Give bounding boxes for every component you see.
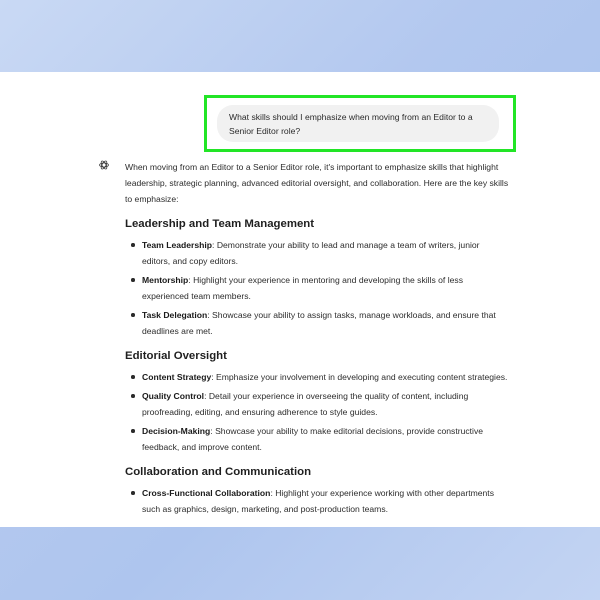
item-text: : Showcase your ability to make editorial decisions, provide constructive feedback, and improve content. xyxy=(142,426,484,452)
list-item xyxy=(125,369,510,385)
item-text: : Highlight your experience in mentoring and developing the skills of less experienced team members. xyxy=(142,275,463,301)
response-intro: When moving from an Editor to a Senior Editor role, it's important to emphasize skills that highlight leadership, strategic planning, advanced editorial oversight, and collaboration. Here are the key skills to emphasize: xyxy=(125,162,509,204)
bullet-icon xyxy=(131,243,135,247)
item-term: Decision-Making xyxy=(142,426,211,436)
list-item xyxy=(125,485,510,517)
bullet-icon xyxy=(131,375,135,379)
list-item xyxy=(125,272,510,304)
openai-logo-icon xyxy=(98,159,110,171)
chat-panel xyxy=(0,72,600,527)
section-heading: Collaboration and Communication xyxy=(125,466,312,478)
list-item xyxy=(125,307,510,339)
item-text: : Highlight your experience working with other departments such as graphics, design, marketing, and post-production teams. xyxy=(142,488,494,514)
section-leadership xyxy=(125,217,510,339)
item-text: : Showcase your ability to assign tasks, manage workloads, and ensure that deadlines are met. xyxy=(142,310,496,336)
item-term: Task Delegation xyxy=(142,310,208,320)
bullet-icon xyxy=(131,313,135,317)
list-item xyxy=(125,237,510,269)
bullet-list xyxy=(125,485,510,517)
list-item xyxy=(125,423,510,455)
bullet-list xyxy=(125,369,510,455)
user-message-highlight xyxy=(204,95,516,152)
assistant-response xyxy=(125,159,510,520)
bullet-icon xyxy=(131,429,135,433)
bullet-icon xyxy=(131,491,135,495)
bullet-list xyxy=(125,237,510,339)
item-term: Mentorship xyxy=(142,275,189,285)
item-term: Cross-Functional Collaboration xyxy=(142,488,271,498)
item-text: : Demonstrate your ability to lead and manage a team of writers, junior editors, and copy editors. xyxy=(142,240,480,266)
item-term: Team Leadership xyxy=(142,240,213,250)
section-collaboration xyxy=(125,465,510,517)
section-heading: Editorial Oversight xyxy=(125,350,227,362)
user-message-bubble: What skills should I emphasize when moving from an Editor to a Senior Editor role? xyxy=(217,105,499,142)
section-heading: Leadership and Team Management xyxy=(125,218,315,230)
item-term: Content Strategy xyxy=(142,372,212,382)
bullet-icon xyxy=(131,394,135,398)
bullet-icon xyxy=(131,278,135,282)
item-term: Quality Control xyxy=(142,391,205,401)
list-item xyxy=(125,388,510,420)
section-editorial-oversight xyxy=(125,349,510,455)
item-text: : Emphasize your involvement in developing and executing content strategies. xyxy=(211,372,508,382)
item-text: : Detail your experience in overseeing the quality of content, including proofreading, editing, and ensuring adherence to style guides. xyxy=(142,391,469,417)
